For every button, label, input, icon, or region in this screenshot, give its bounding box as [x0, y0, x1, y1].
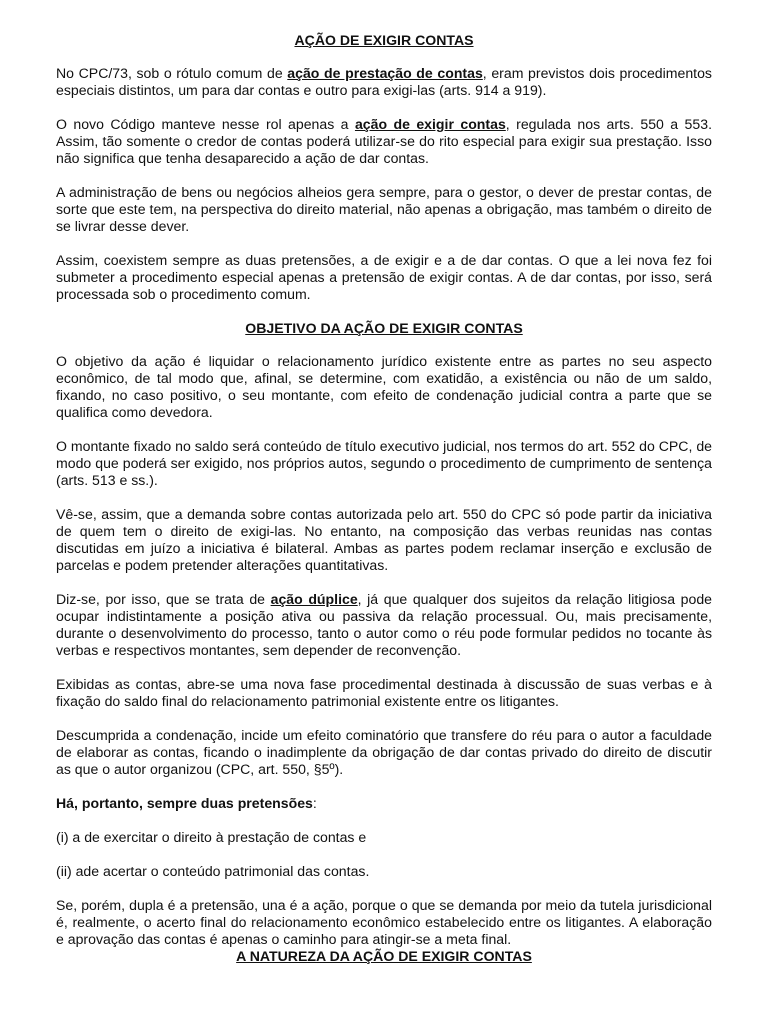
paragraph-11-bold-text: Há, portanto, sempre duas pretensões	[56, 795, 313, 811]
paragraph-14: Se, porém, dupla é a pretensão, una é a ação, porque o que se demanda por meio da tutela jurisdicional é, realmente, o acerto final do relacionamento econômico estabelecido entre os litigantes. A elaboração e aprovação das contas é apenas o caminho para atingir-se a meta final.	[56, 897, 712, 947]
paragraph-11-colon: :	[312, 795, 317, 811]
paragraph-4: Assim, coexistem sempre as duas pretensões, a de exigir e a de dar contas. O que a lei nova fez foi submeter a procedimento especial apenas a pretensão de exigir contas. A de dar contas, por isso, será processada sob o procedimento comum.	[56, 252, 712, 302]
paragraph-6: O montante fixado no saldo será conteúdo de título executivo judicial, nos termos do art. 552 do CPC, de modo que poderá ser exigido, nos próprios autos, segundo o procedimento de cumprimento de sentença (arts. 513 e ss.).	[56, 438, 712, 488]
term-acao-duplice: ação dúplice	[270, 591, 358, 607]
term-acao-exigir-contas: ação de exigir contas	[354, 116, 506, 132]
paragraph-2-text-a: O novo Código manteve nesse rol apenas a	[56, 116, 355, 132]
paragraph-10: Descumprida a condenação, incide um efeito cominatório que transfere do réu para o autor a faculdade de elaborar as contas, ficando o inadimplente da obrigação de dar contas privado do direito de discutir as que o autor organizou (CPC, art. 550, §5º).	[56, 727, 712, 777]
paragraph-5: O objetivo da ação é liquidar o relacionamento jurídico existente entre as partes no seu aspecto econômico, de tal modo que, afinal, se determine, com exatidão, a existência ou não de um saldo, fixando, no caso positivo, o seu montante, com efeito de condenação judicial contra a parte que se qualifica como devedora.	[56, 353, 712, 420]
paragraph-2-text-c: , regulada nos arts. 550 a 553. Assim, tão somente o credor de contas poderá utilizar-se do rito especial para exigir sua prestação. Isso não significa que tenha desaparecido a ação de dar contas.	[56, 116, 712, 166]
paragraph-11	[56, 795, 712, 812]
paragraph-12: (i) a de exercitar o direito à prestação de contas e	[56, 829, 367, 845]
paragraph-1-text-a: No CPC/73, sob o rótulo comum de	[56, 65, 288, 81]
paragraph-2	[56, 116, 712, 167]
paragraph-9: Exibidas as contas, abre-se uma nova fase procedimental destinada à discussão de suas verbas e à fixação do saldo final do relacionamento patrimonial existente entre os litigantes.	[56, 676, 712, 709]
section-heading-acao-exigir-contas: AÇÃO DE EXIGIR CONTAS	[294, 32, 474, 48]
paragraph-7: Vê-se, assim, que a demanda sobre contas autorizada pelo art. 550 do CPC só pode partir da iniciativa de quem tem o direito de exigi-las. No entanto, na composição das verbas reunidas nas contas discutidas em juízo a iniciativa é bilateral. Ambas as partes podem reclamar inserção e exclusão de parcelas e podem pretender alterações quantitativas.	[56, 506, 712, 573]
paragraph-8-text-c: , já que qualquer dos sujeitos da relação litigiosa pode ocupar indistintamente a posição ativa ou passiva da relação processual. Ou, mais precisamente, durante o desenvolvimento do processo, tanto o autor como o réu pode formular pedidos no tocante às verbas e respectivos montantes, sem depender de reconvenção.	[56, 591, 713, 658]
paragraph-3: A administração de bens ou negócios alheios gera sempre, para o gestor, o dever de prestar contas, de sorte que este tem, na perspectiva do direito material, não apenas a obrigação, mas também o direito de se livrar desse dever.	[56, 184, 712, 234]
paragraph-13: (ii) ade acertar o conteúdo patrimonial das contas.	[56, 863, 370, 879]
section-heading-natureza: A NATUREZA DA AÇÃO DE EXIGIR CONTAS	[236, 948, 532, 964]
paragraph-1	[56, 65, 712, 99]
paragraph-8	[56, 591, 712, 659]
term-acao-prestacao-contas: ação de prestação de contas	[287, 65, 483, 81]
section-heading-objetivo: OBJETIVO DA AÇÃO DE EXIGIR CONTAS	[245, 320, 523, 336]
paragraph-8-text-a: Diz-se, por isso, que se trata de	[56, 591, 271, 607]
paragraph-1-text-c: , eram previstos dois procedimentos especiais distintos, um para dar contas e outro para exigi-las (arts. 914 a 919).	[56, 65, 712, 98]
